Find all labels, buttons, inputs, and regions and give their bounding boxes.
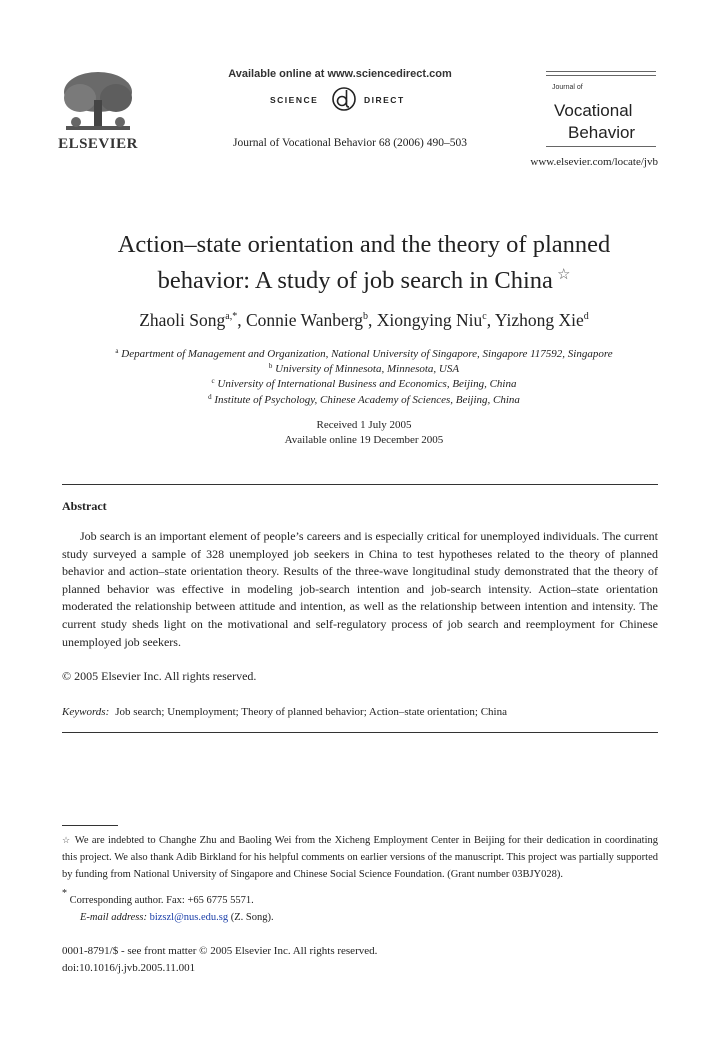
journal-cover-line1: Journal of (552, 84, 583, 91)
corresponding-mark: * (62, 888, 67, 899)
author-name: Xiongying Niu (376, 310, 483, 330)
publisher-logo-text: ELSEVIER (58, 136, 138, 152)
keywords-text: Job search; Unemployment; Theory of planned behavior; Action–state orientation; China (115, 706, 507, 718)
abstract-bottom-rule (62, 732, 658, 733)
title-footnote-star-icon[interactable]: ☆ (556, 267, 571, 283)
journal-url-link[interactable]: www.elsevier.com/locate/jvb (530, 156, 658, 168)
doi-link[interactable]: doi:10.1016/j.jvb.2005.11.001 (62, 962, 196, 974)
received-date: Received 1 July 2005 (316, 419, 412, 431)
footnote-star-icon: ☆ (62, 835, 71, 845)
footnote-email (62, 910, 676, 927)
author-affil-mark[interactable]: a,* (225, 311, 238, 322)
journal-cover-line3: Behavior (568, 123, 636, 142)
sciencedirect-science-word: SCIENCE (270, 95, 319, 105)
author-separator: , (237, 310, 246, 330)
journal-reference: Journal of Vocational Behavior 68 (2006) 490–503 (232, 137, 467, 149)
affiliation-text: University of Minnesota, Minnesota, USA (275, 363, 460, 375)
available-online-text: Available online at www.sciencedirect.com (228, 68, 452, 80)
author-name: Yizhong Xie (494, 310, 584, 330)
footnote-rule (62, 825, 118, 826)
email-suffix: (Z. Song). (230, 912, 274, 923)
affiliation-text: Institute of Psychology, Chinese Academy of Sciences, Beijing, China (214, 394, 520, 406)
article-title (40, 230, 688, 296)
affiliation-text: University of International Business and Economics, Beijing, China (217, 378, 517, 390)
affiliation-text: Department of Management and Organization, National University of Singapore, Singapore 117592, Singapore (121, 348, 613, 360)
footnote-acknowledgement (62, 832, 658, 883)
sciencedirect-d-icon (330, 86, 358, 112)
journal-cover-line2: Vocational (554, 101, 633, 120)
footnote-acknowledgement-text: We are indebted to Changhe Zhu and Baoling Wei from the Xicheng Employment Center in Beijing for their dedication in coordinating this project. We also thank Adib Birkland for his helpful comments on earlier versions of the manuscript. This project was partially supported by funding from National University of Singapore and Chinese Social Science Foundation. (Grant number 03BJY028). (62, 835, 658, 880)
author-name: Zhaoli Song (139, 310, 226, 330)
author-affil-mark[interactable]: b (363, 311, 368, 322)
article-title-line2-wrap (40, 260, 688, 296)
abstract-copyright: © 2005 Elsevier Inc. All rights reserved. (62, 669, 257, 683)
abstract-body: Job search is an important element of people’s careers and is especially critical for unemployed individuals. The current study surveyed a sample of 328 unemployed job seekers in China to test hypotheses related to the theory of planned behavior and action–state orientation theory. Results of the three-wave longitudinal study demonstrated that the theory of planned behavior was effective in modeling job-search intention and job-search intensity. Action–state orientation moderated the relationship between attitude and intention, as well as the relationship between intention and intensity. The current study sheds light on the motivational and self-regulatory process of job search and reemployment for Chinese unemployed job seekers. (62, 529, 658, 649)
available-date: Available online 19 December 2005 (284, 434, 444, 446)
issn-line: 0001-8791/$ - see front matter © 2005 Elsevier Inc. All rights reserved. (62, 945, 378, 957)
corresponding-text: Corresponding author. Fax: +65 6775 5571. (69, 895, 254, 906)
affiliation (40, 394, 688, 406)
author-separator: , (368, 310, 377, 330)
keywords-line (62, 706, 507, 718)
affiliation-mark: c (211, 377, 215, 385)
author-affil-mark[interactable]: c (482, 311, 487, 322)
author-affil-mark[interactable]: d (583, 311, 589, 322)
email-label: E-mail address: (80, 912, 147, 923)
affiliation (40, 378, 688, 390)
article-title-line2: behavior: A study of job search in China (157, 267, 553, 294)
author-separator: , (486, 310, 495, 330)
abstract-heading: Abstract (62, 499, 107, 513)
sciencedirect-direct-word: DIRECT (364, 95, 405, 105)
article-title-line1: Action–state orientation and the theory of planned (117, 231, 611, 258)
journal-cover-top-rule-2 (546, 75, 656, 76)
sciencedirect-logo (260, 86, 430, 112)
author-list (40, 310, 688, 331)
affiliation (40, 348, 688, 360)
footnote-corresponding (62, 888, 658, 910)
affiliation (40, 363, 688, 375)
journal-cover-bottom-rule (546, 146, 656, 147)
keywords-label: Keywords: (62, 706, 110, 718)
abstract-top-rule (62, 484, 658, 485)
affiliation-mark: a (115, 347, 119, 355)
author-name: Connie Wanberg (245, 310, 363, 330)
email-link[interactable]: bizszl@nus.edu.sg (149, 912, 229, 923)
journal-cover-top-rule (546, 71, 656, 72)
affiliation-mark: d (208, 393, 212, 401)
journal-cover-logo (546, 71, 656, 149)
affiliation-mark: b (268, 362, 273, 370)
